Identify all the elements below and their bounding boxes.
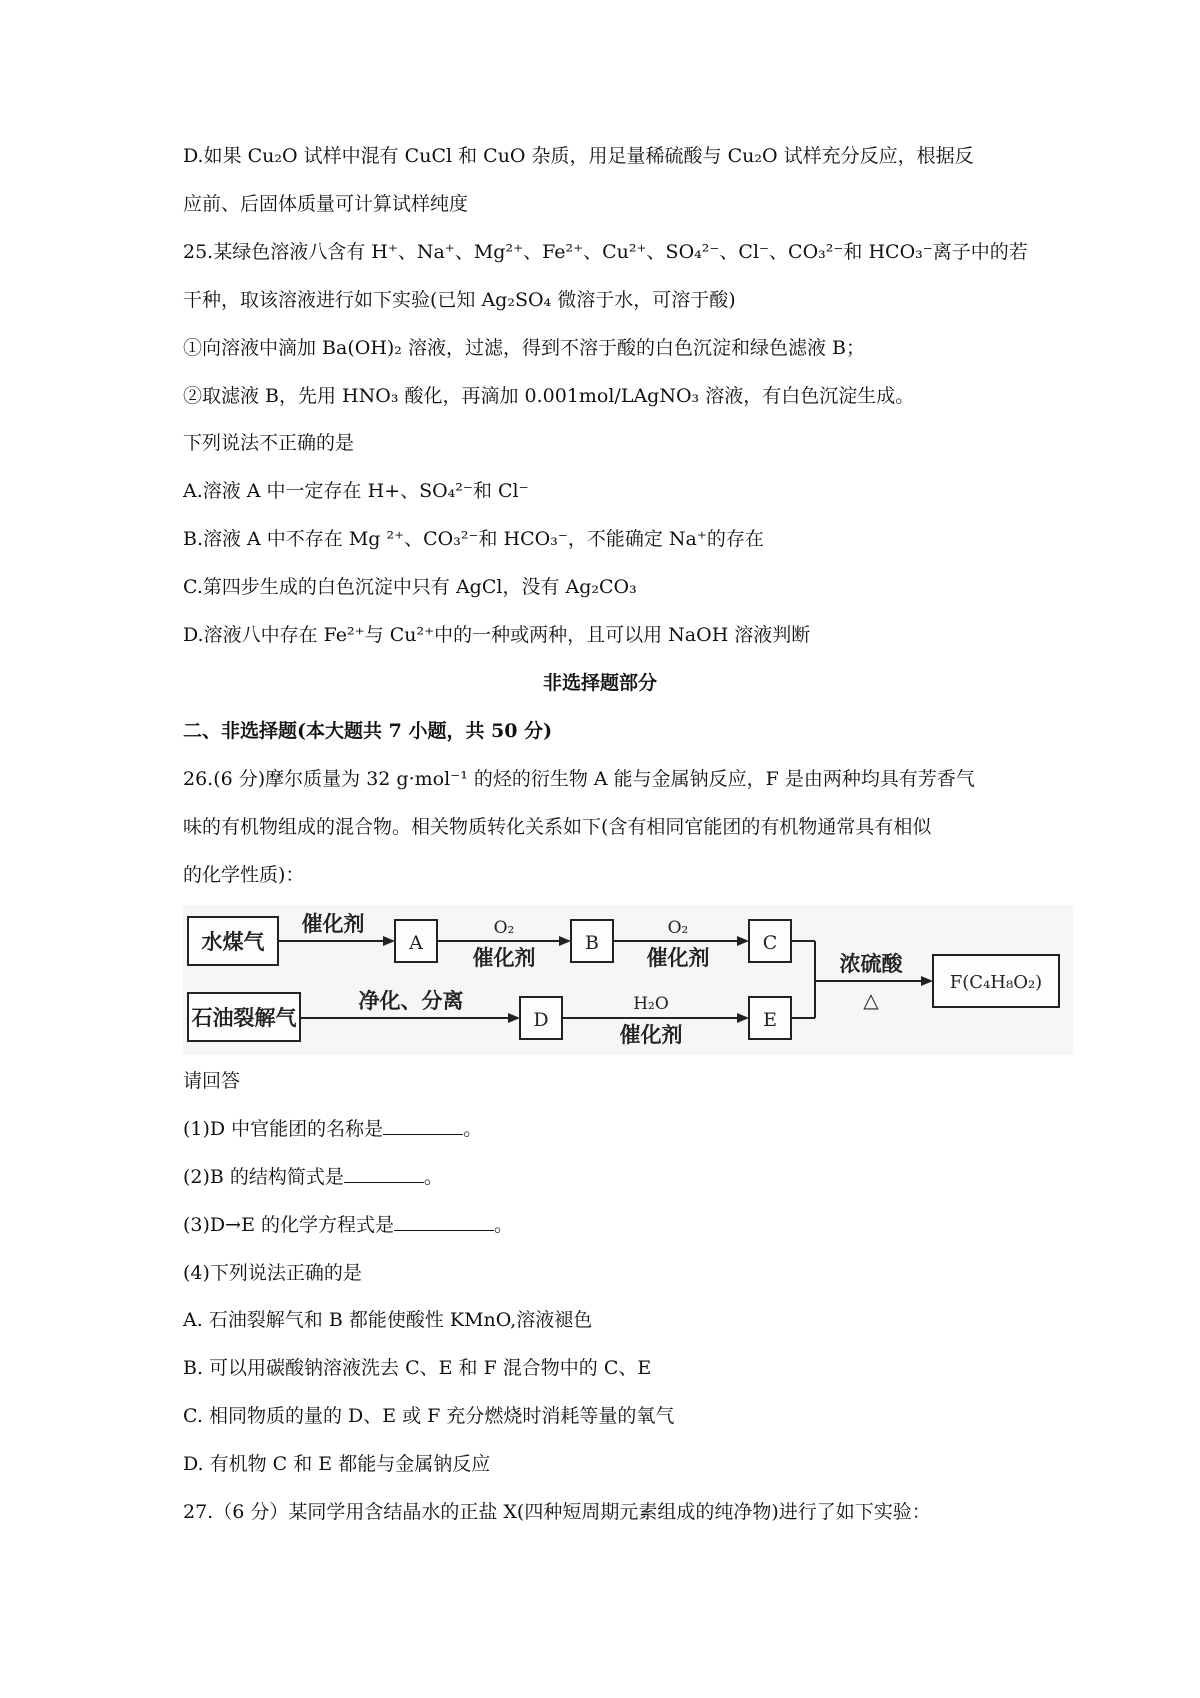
question-25-prompt: 下列说法不正确的是 [183, 432, 355, 454]
period-3: 。 [493, 1214, 513, 1236]
arrowhead-3 [737, 936, 749, 946]
sub-question-1 [183, 1115, 482, 1143]
answer-blank-2[interactable] [344, 1164, 424, 1183]
label-heat: △ [863, 988, 879, 1012]
label-catalyst-1: 催化剂 [301, 911, 365, 936]
part-2-heading: 二、非选择题(本大题共 7 小题，共 50 分) [183, 720, 553, 742]
sub-question-1-text: (1)D 中官能团的名称是 [183, 1118, 384, 1140]
option-d-line2: 应前、后固体质量可计算试样纯度 [183, 193, 469, 215]
question-26-line1: 26.(6 分)摩尔质量为 32 g·mol⁻¹ 的烃的衍生物 A 能与金属钠反应，F 是由两种均具有芳香气 [183, 768, 975, 790]
step-1: ①向溶液中滴加 Ba(OH)₂ 溶液，过滤，得到不溶于酸的白色沉淀和绿色滤液 B； [183, 337, 865, 359]
q25-option-a: A.溶液 A 中一定存在 H+、SO₄²⁻和 Cl⁻ [183, 480, 529, 502]
question-26-line3: 的化学性质)： [183, 864, 305, 886]
reaction-flow-diagram [183, 905, 1073, 1055]
answer-blank-1[interactable] [383, 1116, 463, 1135]
label-o2-1: O₂ [493, 918, 515, 938]
question-26-line2: 味的有机物组成的混合物。相关物质转化关系如下(含有相同官能团的有机物通常具有相似 [183, 816, 932, 838]
arrowhead-6 [921, 976, 933, 986]
q25-option-d: D.溶液八中存在 Fe²⁺与 Cu²⁺中的一种或两种，且可以用 NaOH 溶液判断 [183, 624, 811, 646]
label-d: D [533, 1009, 549, 1031]
label-f: F(C₄H₈O₂) [949, 972, 1043, 993]
q25-option-b: B.溶液 A 中不存在 Mg ²⁺、CO₃²⁻和 HCO₃⁻，不能确定 Na⁺的存在 [183, 528, 764, 550]
answer-prompt: 请回答 [183, 1070, 241, 1092]
q26-option-b: B. 可以用碳酸钠溶液洗去 C、E 和 F 混合物中的 C、E [183, 1357, 652, 1379]
arrowhead-4 [508, 1013, 520, 1023]
label-h2o: H₂O [633, 994, 669, 1014]
label-catalyst-3: 催化剂 [646, 945, 710, 970]
option-d-line1: D.如果 Cu₂O 试样中混有 CuCl 和 CuO 杂质，用足量稀硫酸与 Cu₂O 试样充分反应，根据反 [183, 145, 974, 167]
question-25-line1: 25.某绿色溶液八含有 H⁺、Na⁺、Mg²⁺、Fe²⁺、Cu²⁺、SO₄²⁻、Cl⁻、CO₃²⁻和 HCO₃⁻离子中的若 [183, 241, 1028, 263]
q25-option-c: C.第四步生成的白色沉淀中只有 AgCl，没有 Ag₂CO₃ [183, 576, 637, 598]
sub-question-4: (4)下列说法正确的是 [183, 1262, 362, 1284]
label-conc-acid: 浓硫酸 [839, 951, 903, 976]
q26-option-a: A. 石油裂解气和 B 都能使酸性 KMnO,溶液褪色 [183, 1309, 593, 1331]
q26-option-d: D. 有机物 C 和 E 都能与金属钠反应 [183, 1453, 491, 1475]
step-2: ②取滤液 B，先用 HNO₃ 酸化，再滴加 0.001mol/LAgNO₃ 溶液，有白色沉淀生成。 [183, 385, 915, 407]
arrowhead-5 [737, 1013, 749, 1023]
label-catalyst-4: 催化剂 [619, 1022, 683, 1047]
period-2: 。 [423, 1166, 443, 1188]
label-b: B [585, 932, 599, 954]
period-1: 。 [463, 1118, 483, 1140]
q26-option-c: C. 相同物质的量的 D、E 或 F 充分燃烧时消耗等量的氧气 [183, 1405, 675, 1427]
sub-question-2-text: (2)B 的结构简式是 [183, 1166, 344, 1188]
label-cracked-gas: 石油裂解气 [191, 1005, 297, 1030]
sub-question-3-text: (3)D→E 的化学方程式是 [183, 1214, 394, 1236]
section-title: 非选择题部分 [542, 672, 657, 694]
label-c: C [762, 932, 778, 954]
question-27: 27.（6 分）某同学用含结晶水的正盐 X(四种短周期元素组成的纯净物)进行了如下实验： [183, 1501, 931, 1523]
question-25-line2: 干种，取该溶液进行如下实验(已知 Ag₂SO₄ 微溶于水，可溶于酸) [183, 289, 736, 311]
label-purify: 净化、分离 [358, 988, 464, 1013]
sub-question-2 [183, 1163, 443, 1191]
label-o2-2: O₂ [667, 918, 689, 938]
answer-blank-3[interactable] [394, 1212, 494, 1231]
label-e: E [763, 1009, 777, 1031]
arrowhead-1 [383, 936, 395, 946]
label-water-gas: 水煤气 [201, 929, 265, 954]
arrowhead-2 [559, 936, 571, 946]
sub-question-3 [183, 1211, 513, 1239]
label-catalyst-2: 催化剂 [472, 945, 536, 970]
label-a: A [409, 932, 423, 954]
